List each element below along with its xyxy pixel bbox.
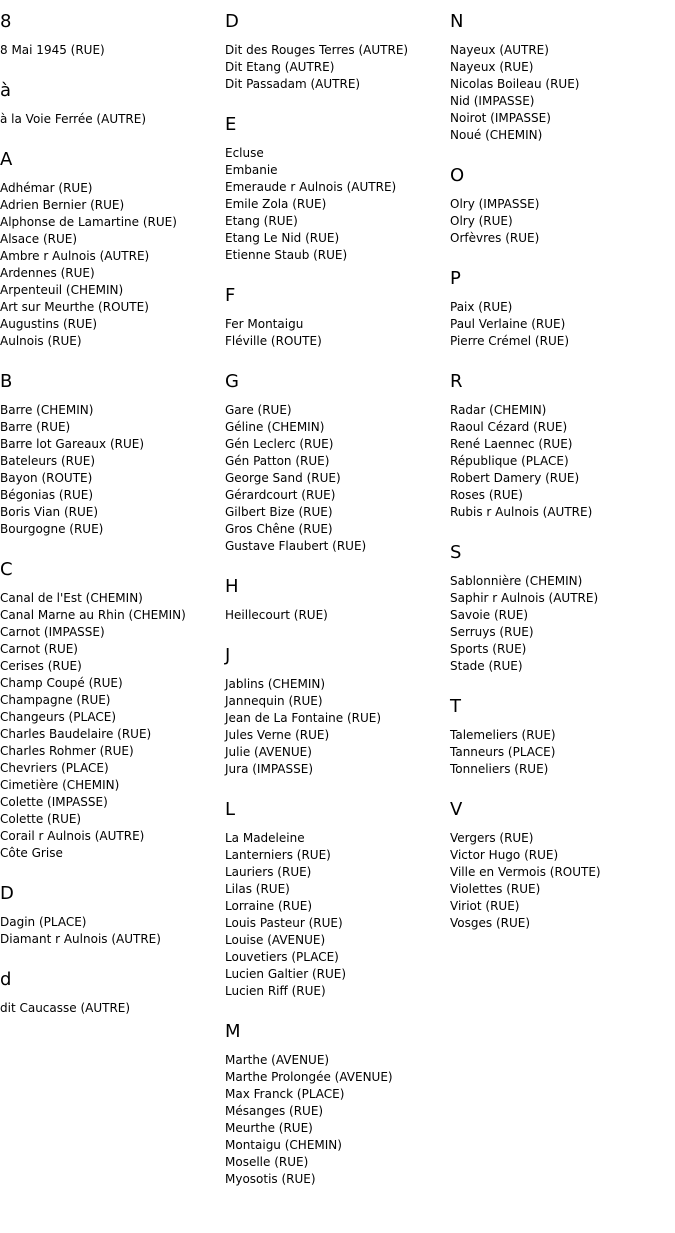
street-list — [0, 402, 222, 538]
street-item[interactable]: Julie (AVENUE) — [225, 745, 312, 759]
street-item[interactable]: La Madeleine — [225, 831, 305, 845]
street-item[interactable]: Adrien Bernier (RUE) — [0, 198, 125, 212]
street-item[interactable]: Moselle (RUE) — [225, 1155, 309, 1169]
street-item[interactable]: Ardennes (RUE) — [0, 266, 95, 280]
letter-group — [450, 800, 672, 932]
street-item[interactable]: Etienne Staub (RUE) — [225, 248, 348, 262]
street-item[interactable]: Barre (CHEMIN) — [0, 403, 94, 417]
letter-group — [0, 12, 222, 59]
index-column-2 — [225, 12, 447, 1210]
letter-group — [0, 970, 222, 1017]
street-item[interactable]: Carnot (RUE) — [0, 642, 78, 656]
street-item[interactable]: Colette (IMPASSE) — [0, 795, 108, 809]
letter-group — [0, 560, 222, 862]
street-item[interactable]: Jannequin (RUE) — [225, 694, 323, 708]
letter-group — [225, 1022, 447, 1188]
street-item[interactable]: Tonneliers (RUE) — [450, 762, 549, 776]
letter-heading: N — [450, 11, 464, 32]
street-list — [0, 914, 222, 948]
street-item[interactable]: Dit Etang (AUTRE) — [225, 60, 335, 74]
street-item[interactable]: René Laennec (RUE) — [450, 437, 573, 451]
street-item[interactable]: Canal Marne au Rhin (CHEMIN) — [0, 608, 186, 622]
street-list — [225, 316, 447, 350]
street-item[interactable]: Talemeliers (RUE) — [450, 728, 556, 742]
street-item[interactable]: Gros Chêne (RUE) — [225, 522, 333, 536]
street-list — [450, 573, 672, 675]
letter-heading: D — [225, 11, 239, 32]
street-item[interactable]: Lucien Riff (RUE) — [225, 984, 326, 998]
street-item[interactable]: Fer Montaigu — [225, 317, 304, 331]
street-item[interactable]: Dit des Rouges Terres (AUTRE) — [225, 43, 409, 57]
street-item[interactable]: Lauriers (RUE) — [225, 865, 312, 879]
street-item[interactable]: Nayeux (RUE) — [450, 60, 534, 74]
street-item[interactable]: Carnot (IMPASSE) — [0, 625, 105, 639]
street-item[interactable]: Embanie — [225, 163, 278, 177]
street-item[interactable]: Vergers (RUE) — [450, 831, 534, 845]
street-item[interactable]: Nid (IMPASSE) — [450, 94, 535, 108]
letter-group — [225, 372, 447, 555]
street-item[interactable]: Arpenteuil (CHEMIN) — [0, 283, 124, 297]
letter-heading: 8 — [0, 11, 12, 32]
street-item[interactable]: Mésanges (RUE) — [225, 1104, 324, 1118]
street-item[interactable]: Chevriers (PLACE) — [0, 761, 109, 775]
street-item[interactable]: Bourgogne (RUE) — [0, 522, 104, 536]
street-item[interactable]: Louis Pasteur (RUE) — [225, 916, 343, 930]
letter-heading: R — [450, 371, 463, 392]
letter-heading: L — [225, 799, 236, 820]
street-item[interactable]: Stade (RUE) — [450, 659, 523, 673]
street-item[interactable]: Violettes (RUE) — [450, 882, 541, 896]
street-list — [0, 590, 222, 862]
street-item[interactable]: Heillecourt (RUE) — [225, 608, 328, 622]
letter-heading: J — [225, 645, 231, 666]
street-item[interactable]: Gilbert Bize (RUE) — [225, 505, 333, 519]
street-item[interactable]: Meurthe (RUE) — [225, 1121, 313, 1135]
street-item[interactable]: Gustave Flaubert (RUE) — [225, 539, 367, 553]
street-item[interactable]: Olry (IMPASSE) — [450, 197, 540, 211]
street-item[interactable]: George Sand (RUE) — [225, 471, 341, 485]
index-column-3 — [450, 12, 672, 954]
street-item[interactable]: Charles Rohmer (RUE) — [0, 744, 134, 758]
street-item[interactable]: Nayeux (AUTRE) — [450, 43, 549, 57]
letter-group — [0, 150, 222, 350]
street-item[interactable]: Augustins (RUE) — [0, 317, 98, 331]
street-item[interactable]: Barre (RUE) — [0, 420, 71, 434]
street-item[interactable]: Sablonnière (CHEMIN) — [450, 574, 583, 588]
letter-group — [450, 12, 672, 144]
street-item[interactable]: Ecluse — [225, 146, 264, 160]
letter-heading: O — [450, 165, 465, 186]
street-item[interactable]: Vosges (RUE) — [450, 916, 531, 930]
street-list — [225, 830, 447, 1000]
street-item[interactable]: Paix (RUE) — [450, 300, 513, 314]
street-list — [0, 1000, 222, 1017]
street-item[interactable]: Marthe (AVENUE) — [225, 1053, 330, 1067]
letter-group — [450, 372, 672, 521]
street-item[interactable]: Orfèvres (RUE) — [450, 231, 540, 245]
street-list — [0, 42, 222, 59]
street-item[interactable]: Jules Verne (RUE) — [225, 728, 330, 742]
street-list — [0, 111, 222, 128]
street-item[interactable]: Dagin (PLACE) — [0, 915, 87, 929]
street-list — [225, 42, 447, 93]
street-item[interactable]: Gare (RUE) — [225, 403, 292, 417]
letter-heading: d — [0, 969, 12, 990]
street-item[interactable]: Etang (RUE) — [225, 214, 298, 228]
street-item[interactable]: Louise (AVENUE) — [225, 933, 326, 947]
street-list — [225, 402, 447, 555]
street-item[interactable]: dit Caucasse (AUTRE) — [0, 1001, 131, 1015]
letter-group — [0, 372, 222, 538]
street-item[interactable]: Charles Baudelaire (RUE) — [0, 727, 152, 741]
street-item[interactable]: Roses (RUE) — [450, 488, 523, 502]
street-list — [450, 196, 672, 247]
street-list — [225, 1052, 447, 1188]
letter-heading: A — [0, 149, 13, 170]
letter-group — [450, 166, 672, 247]
street-item[interactable]: Emile Zola (RUE) — [225, 197, 327, 211]
street-list — [450, 42, 672, 144]
street-item[interactable]: Adhémar (RUE) — [0, 181, 93, 195]
letter-group — [450, 269, 672, 350]
street-item[interactable]: Gérardcourt (RUE) — [225, 488, 336, 502]
street-item[interactable]: Gén Patton (RUE) — [225, 454, 330, 468]
street-item[interactable]: Art sur Meurthe (ROUTE) — [0, 300, 149, 314]
street-item[interactable]: Paul Verlaine (RUE) — [450, 317, 566, 331]
letter-group — [0, 81, 222, 128]
street-list — [225, 676, 447, 778]
street-item[interactable]: Pierre Crémel (RUE) — [450, 334, 569, 348]
street-list — [450, 727, 672, 778]
street-item[interactable]: Jura (IMPASSE) — [225, 762, 313, 776]
street-item[interactable]: Aulnois (RUE) — [0, 334, 82, 348]
street-item[interactable]: Nicolas Boileau (RUE) — [450, 77, 580, 91]
street-item[interactable]: Corail r Aulnois (AUTRE) — [0, 829, 145, 843]
street-item[interactable]: Boris Vian (RUE) — [0, 505, 99, 519]
street-item[interactable]: Savoie (RUE) — [450, 608, 529, 622]
street-item[interactable]: Bateleurs (RUE) — [0, 454, 96, 468]
letter-heading: E — [225, 114, 237, 135]
street-item[interactable]: Champ Coupé (RUE) — [0, 676, 123, 690]
street-item[interactable]: Victor Hugo (RUE) — [450, 848, 559, 862]
street-item[interactable]: Saphir r Aulnois (AUTRE) — [450, 591, 599, 605]
street-item[interactable]: République (PLACE) — [450, 454, 569, 468]
letter-group — [225, 646, 447, 778]
letter-heading: T — [450, 696, 461, 717]
street-item[interactable]: Lucien Galtier (RUE) — [225, 967, 347, 981]
letter-heading: P — [450, 268, 461, 289]
street-item[interactable]: Cimetière (CHEMIN) — [0, 778, 120, 792]
street-item[interactable]: Dit Passadam (AUTRE) — [225, 77, 361, 91]
street-item[interactable]: Sports (RUE) — [450, 642, 527, 656]
street-item[interactable]: Géline (CHEMIN) — [225, 420, 325, 434]
letter-group — [0, 884, 222, 948]
street-item[interactable]: Myosotis (RUE) — [225, 1172, 316, 1186]
street-item[interactable]: Diamant r Aulnois (AUTRE) — [0, 932, 161, 946]
street-item[interactable]: Louvetiers (PLACE) — [225, 950, 339, 964]
street-item[interactable]: Côte Grise — [0, 846, 63, 860]
street-item[interactable]: Marthe Prolongée (AVENUE) — [225, 1070, 393, 1084]
letter-heading: à — [0, 80, 12, 101]
street-item[interactable]: Alsace (RUE) — [0, 232, 78, 246]
street-item[interactable]: Montaigu (CHEMIN) — [225, 1138, 342, 1152]
street-item[interactable]: Changeurs (PLACE) — [0, 710, 117, 724]
street-item[interactable]: Etang Le Nid (RUE) — [225, 231, 340, 245]
letter-heading: S — [450, 542, 462, 563]
letter-group — [225, 800, 447, 1000]
street-item[interactable]: Olry (RUE) — [450, 214, 513, 228]
letter-group — [225, 115, 447, 264]
street-item[interactable]: Bégonias (RUE) — [0, 488, 93, 502]
street-list — [450, 830, 672, 932]
letter-group — [225, 286, 447, 350]
street-list — [450, 299, 672, 350]
letter-heading: G — [225, 371, 239, 392]
letter-group — [225, 12, 447, 93]
street-item[interactable]: Colette (RUE) — [0, 812, 82, 826]
street-item[interactable]: Ambre r Aulnois (AUTRE) — [0, 249, 150, 263]
letter-group — [450, 697, 672, 778]
street-item[interactable]: Noirot (IMPASSE) — [450, 111, 551, 125]
street-list — [225, 145, 447, 264]
street-item[interactable]: Lilas (RUE) — [225, 882, 290, 896]
street-item[interactable]: Viriot (RUE) — [450, 899, 520, 913]
street-item[interactable]: Rubis r Aulnois (AUTRE) — [450, 505, 593, 519]
letter-group — [450, 543, 672, 675]
street-list — [225, 607, 447, 624]
street-item[interactable]: Max Franck (PLACE) — [225, 1087, 345, 1101]
street-item[interactable]: à la Voie Ferrée (AUTRE) — [0, 112, 147, 126]
street-item[interactable]: Radar (CHEMIN) — [450, 403, 547, 417]
street-item[interactable]: Champagne (RUE) — [0, 693, 111, 707]
street-item[interactable]: Tanneurs (PLACE) — [450, 745, 556, 759]
street-item[interactable]: Ville en Vermois (ROUTE) — [450, 865, 601, 879]
street-item[interactable]: Cerises (RUE) — [0, 659, 82, 673]
street-item[interactable]: Alphonse de Lamartine (RUE) — [0, 215, 177, 229]
letter-group — [225, 577, 447, 624]
street-item[interactable]: Raoul Cézard (RUE) — [450, 420, 568, 434]
street-item[interactable]: Canal de l'Est (CHEMIN) — [0, 591, 143, 605]
street-item[interactable]: 8 Mai 1945 (RUE) — [0, 43, 105, 57]
street-item[interactable]: Bayon (ROUTE) — [0, 471, 93, 485]
street-item[interactable]: Noué (CHEMIN) — [450, 128, 543, 142]
index-column-1 — [0, 12, 222, 1039]
letter-heading: H — [225, 576, 239, 597]
letter-heading: M — [225, 1021, 241, 1042]
letter-heading: B — [0, 371, 13, 392]
letter-heading: F — [225, 285, 236, 306]
street-item[interactable]: Robert Damery (RUE) — [450, 471, 580, 485]
street-item[interactable]: Lorraine (RUE) — [225, 899, 313, 913]
letter-heading: V — [450, 799, 463, 820]
street-item[interactable]: Barre lot Gareaux (RUE) — [0, 437, 145, 451]
street-item[interactable]: Serruys (RUE) — [450, 625, 534, 639]
street-item[interactable]: Jean de La Fontaine (RUE) — [225, 711, 382, 725]
letter-heading: C — [0, 559, 13, 580]
street-item[interactable]: Gén Leclerc (RUE) — [225, 437, 334, 451]
street-list — [450, 402, 672, 521]
street-item[interactable]: Lanterniers (RUE) — [225, 848, 331, 862]
street-item[interactable]: Emeraude r Aulnois (AUTRE) — [225, 180, 397, 194]
street-item[interactable]: Jablins (CHEMIN) — [225, 677, 326, 691]
street-item[interactable]: Fléville (ROUTE) — [225, 334, 322, 348]
street-list — [0, 180, 222, 350]
letter-heading: D — [0, 883, 14, 904]
